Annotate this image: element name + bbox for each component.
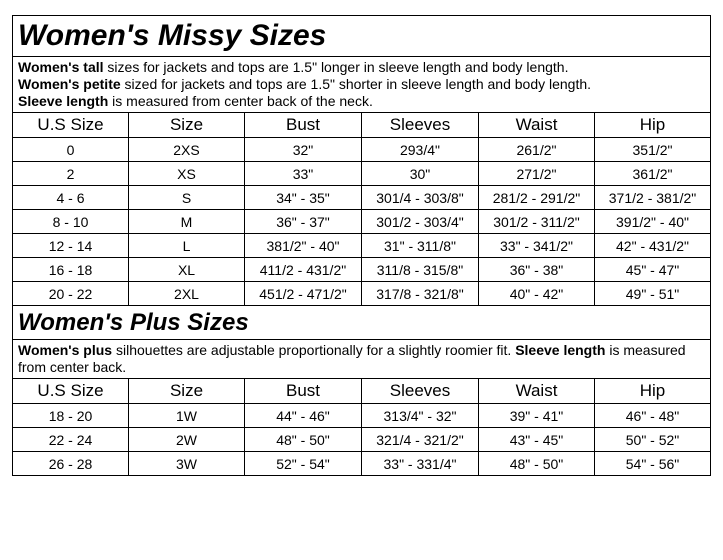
table-row [13, 186, 711, 210]
table-cell: 33" [245, 162, 362, 186]
plus-header-row [13, 379, 711, 404]
column-header: U.S Size [13, 113, 129, 138]
plus-notes [13, 340, 711, 379]
missy-note [18, 59, 705, 76]
table-cell: XS [129, 162, 245, 186]
table-cell: 391/2" - 40" [595, 210, 711, 234]
missy-note [18, 76, 705, 93]
table-cell: 281/2 - 291/2" [479, 186, 595, 210]
column-header: Hip [595, 379, 711, 404]
note-bold: Women's plus [18, 342, 113, 358]
table-cell: 32" [245, 138, 362, 162]
note-text: is measured from center back. [18, 342, 686, 375]
table-cell: 293/4" [362, 138, 479, 162]
column-header: Hip [595, 113, 711, 138]
table-cell: 54" - 56" [595, 452, 711, 476]
table-cell: 361/2" [595, 162, 711, 186]
table-cell: 22 - 24 [13, 428, 129, 452]
missy-notes [13, 57, 711, 113]
note-text: sized for jackets and tops are 1.5" shorter in sleeve length and body length. [120, 76, 592, 92]
size-chart-table [12, 15, 711, 476]
table-cell: 39" - 41" [479, 404, 595, 428]
note-text: silhouettes are adjustable proportionally for a slightly roomier fit. [112, 342, 516, 358]
table-cell: 371/2 - 381/2" [595, 186, 711, 210]
note-bold: Sleeve length [18, 93, 109, 109]
table-cell: 52" - 54" [245, 452, 362, 476]
table-cell: 33" - 331/4" [362, 452, 479, 476]
table-row [13, 428, 711, 452]
table-cell: 40" - 42" [479, 282, 595, 306]
table-cell: 381/2" - 40" [245, 234, 362, 258]
table-cell: 34" - 35" [245, 186, 362, 210]
table-cell: 26 - 28 [13, 452, 129, 476]
table-cell: 351/2" [595, 138, 711, 162]
note-text: is measured from center back of the neck. [108, 93, 373, 109]
table-row [13, 282, 711, 306]
missy-title: Women's Missy Sizes [13, 16, 711, 57]
table-cell: 42" - 431/2" [595, 234, 711, 258]
table-cell: M [129, 210, 245, 234]
plus-title-row [13, 306, 711, 340]
table-cell: 4 - 6 [13, 186, 129, 210]
table-cell: 2 [13, 162, 129, 186]
missy-notes-row [13, 57, 711, 113]
column-header: Sleeves [362, 379, 479, 404]
table-cell: 48" - 50" [245, 428, 362, 452]
table-cell: 1W [129, 404, 245, 428]
table-cell: 301/2 - 311/2" [479, 210, 595, 234]
table-cell: 2XS [129, 138, 245, 162]
table-row [13, 138, 711, 162]
table-cell: 48" - 50" [479, 452, 595, 476]
table-cell: XL [129, 258, 245, 282]
table-cell: 50" - 52" [595, 428, 711, 452]
table-row [13, 258, 711, 282]
table-cell: 301/4 - 303/8" [362, 186, 479, 210]
table-cell: S [129, 186, 245, 210]
plus-title: Women's Plus Sizes [13, 306, 711, 340]
table-cell: 2XL [129, 282, 245, 306]
table-row [13, 404, 711, 428]
size-chart-body [13, 16, 711, 476]
missy-note [18, 93, 705, 110]
column-header: Waist [479, 379, 595, 404]
table-cell: 49" - 51" [595, 282, 711, 306]
plus-notes-row [13, 340, 711, 379]
table-row [13, 452, 711, 476]
table-cell: 317/8 - 321/8" [362, 282, 479, 306]
column-header: Sleeves [362, 113, 479, 138]
table-row [13, 162, 711, 186]
table-cell: 311/8 - 315/8" [362, 258, 479, 282]
note-bold: Sleeve length [515, 342, 606, 358]
table-cell: 301/2 - 303/4" [362, 210, 479, 234]
table-cell: 261/2" [479, 138, 595, 162]
table-cell: 30" [362, 162, 479, 186]
missy-header-row [13, 113, 711, 138]
note-bold: Women's tall [18, 59, 104, 75]
table-row [13, 210, 711, 234]
table-cell: 33" - 341/2" [479, 234, 595, 258]
table-cell: 3W [129, 452, 245, 476]
table-cell: 36" - 38" [479, 258, 595, 282]
table-cell: 36" - 37" [245, 210, 362, 234]
table-cell: 271/2" [479, 162, 595, 186]
table-cell: 8 - 10 [13, 210, 129, 234]
table-cell: 0 [13, 138, 129, 162]
table-cell: 451/2 - 471/2" [245, 282, 362, 306]
table-cell: 321/4 - 321/2" [362, 428, 479, 452]
column-header: Waist [479, 113, 595, 138]
note-text: sizes for jackets and tops are 1.5" longer in sleeve length and body length. [103, 59, 569, 75]
note-bold: Women's petite [18, 76, 121, 92]
column-header: Bust [245, 379, 362, 404]
column-header: Size [129, 379, 245, 404]
table-cell: 2W [129, 428, 245, 452]
table-cell: 16 - 18 [13, 258, 129, 282]
table-row [13, 234, 711, 258]
column-header: U.S Size [13, 379, 129, 404]
table-cell: 45" - 47" [595, 258, 711, 282]
column-header: Bust [245, 113, 362, 138]
missy-title-row [13, 16, 711, 57]
table-cell: 20 - 22 [13, 282, 129, 306]
table-cell: 46" - 48" [595, 404, 711, 428]
table-cell: 44" - 46" [245, 404, 362, 428]
table-cell: 18 - 20 [13, 404, 129, 428]
table-cell: 313/4" - 32" [362, 404, 479, 428]
table-cell: 43" - 45" [479, 428, 595, 452]
table-cell: 411/2 - 431/2" [245, 258, 362, 282]
table-cell: L [129, 234, 245, 258]
column-header: Size [129, 113, 245, 138]
table-cell: 12 - 14 [13, 234, 129, 258]
table-cell: 31" - 311/8" [362, 234, 479, 258]
